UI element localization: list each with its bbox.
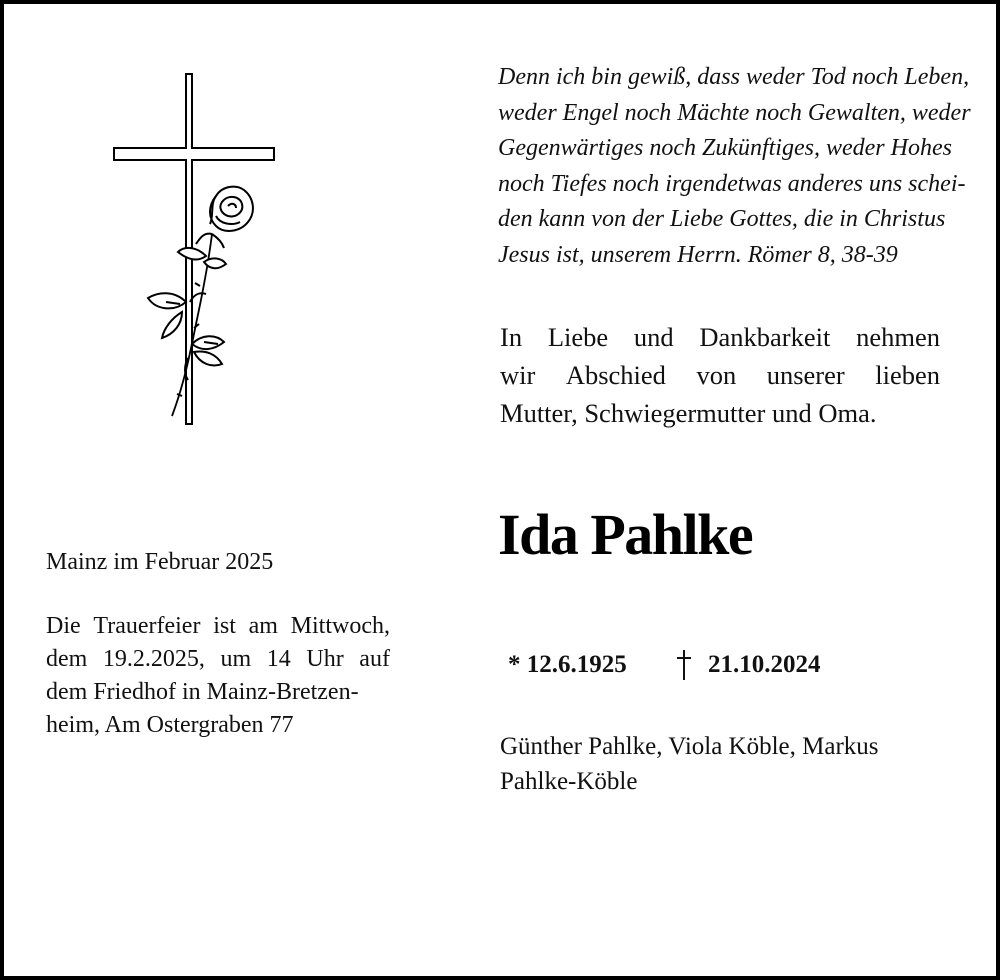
quote-line: den kann von der Liebe Gottes, die in Christus bbox=[498, 206, 946, 232]
bible-quote bbox=[498, 60, 971, 273]
word: Trauerfeier bbox=[93, 613, 201, 639]
word: und bbox=[633, 322, 674, 352]
word: Uhr bbox=[306, 646, 344, 672]
cross-with-rose-icon bbox=[104, 66, 294, 436]
farewell-line: Mutter, Schwiegermutter und Oma. bbox=[500, 398, 877, 428]
quote-line: Gegenwärtiges noch Zukünftiges, weder Hohes bbox=[498, 135, 952, 161]
word: In bbox=[500, 322, 523, 352]
word: lieben bbox=[875, 360, 940, 390]
mourners-line: Günther Pahlke, Viola Köble, Markus bbox=[500, 733, 879, 760]
word: Dankbarkeit bbox=[699, 322, 831, 352]
word: auf bbox=[359, 646, 390, 672]
ceremony-line: heim, Am Ostergraben 77 bbox=[46, 712, 294, 738]
death-date: 21.10.2024 bbox=[708, 651, 821, 678]
deceased-name: Ida Pahlke bbox=[498, 502, 753, 567]
quote-line: Jesus ist, unserem Herrn. Römer 8, 38-39 bbox=[498, 241, 898, 268]
quote-line: Denn ich bin gewiß, dass weder Tod noch Leben, bbox=[498, 64, 970, 90]
word: 14 bbox=[266, 646, 291, 672]
word: von bbox=[696, 360, 737, 390]
farewell-line bbox=[500, 356, 940, 394]
word: nehmen bbox=[856, 322, 940, 352]
farewell-text bbox=[500, 318, 940, 432]
dagger-cross-icon bbox=[676, 648, 692, 682]
ceremony-line bbox=[46, 643, 390, 676]
mourners-line: Pahlke-Köble bbox=[500, 768, 638, 795]
farewell-line bbox=[500, 318, 940, 356]
word: Liebe bbox=[547, 322, 609, 352]
word: ist bbox=[213, 613, 236, 639]
word: 19.2.2025, bbox=[102, 646, 205, 672]
place-date: Mainz im Februar 2025 bbox=[46, 549, 274, 575]
word: unserer bbox=[766, 360, 845, 390]
word: um bbox=[220, 646, 252, 672]
birth-date: * 12.6.1925 bbox=[508, 651, 627, 678]
quote-line: noch Tiefes noch irgendetwas anderes uns schei- bbox=[498, 170, 966, 197]
mourners-list bbox=[500, 729, 940, 799]
word: Mittwoch, bbox=[290, 613, 390, 639]
word: dem bbox=[46, 646, 88, 672]
ceremony-line: dem Friedhof in Mainz-Bretzen- bbox=[46, 679, 359, 705]
quote-line: weder Engel noch Mächte noch Gewalten, weder bbox=[498, 99, 971, 126]
word: Abschied bbox=[565, 360, 666, 390]
word: Die bbox=[46, 613, 81, 639]
word: am bbox=[248, 613, 278, 639]
ceremony-line bbox=[46, 610, 390, 643]
ceremony-info bbox=[46, 610, 390, 742]
word: wir bbox=[500, 360, 536, 390]
